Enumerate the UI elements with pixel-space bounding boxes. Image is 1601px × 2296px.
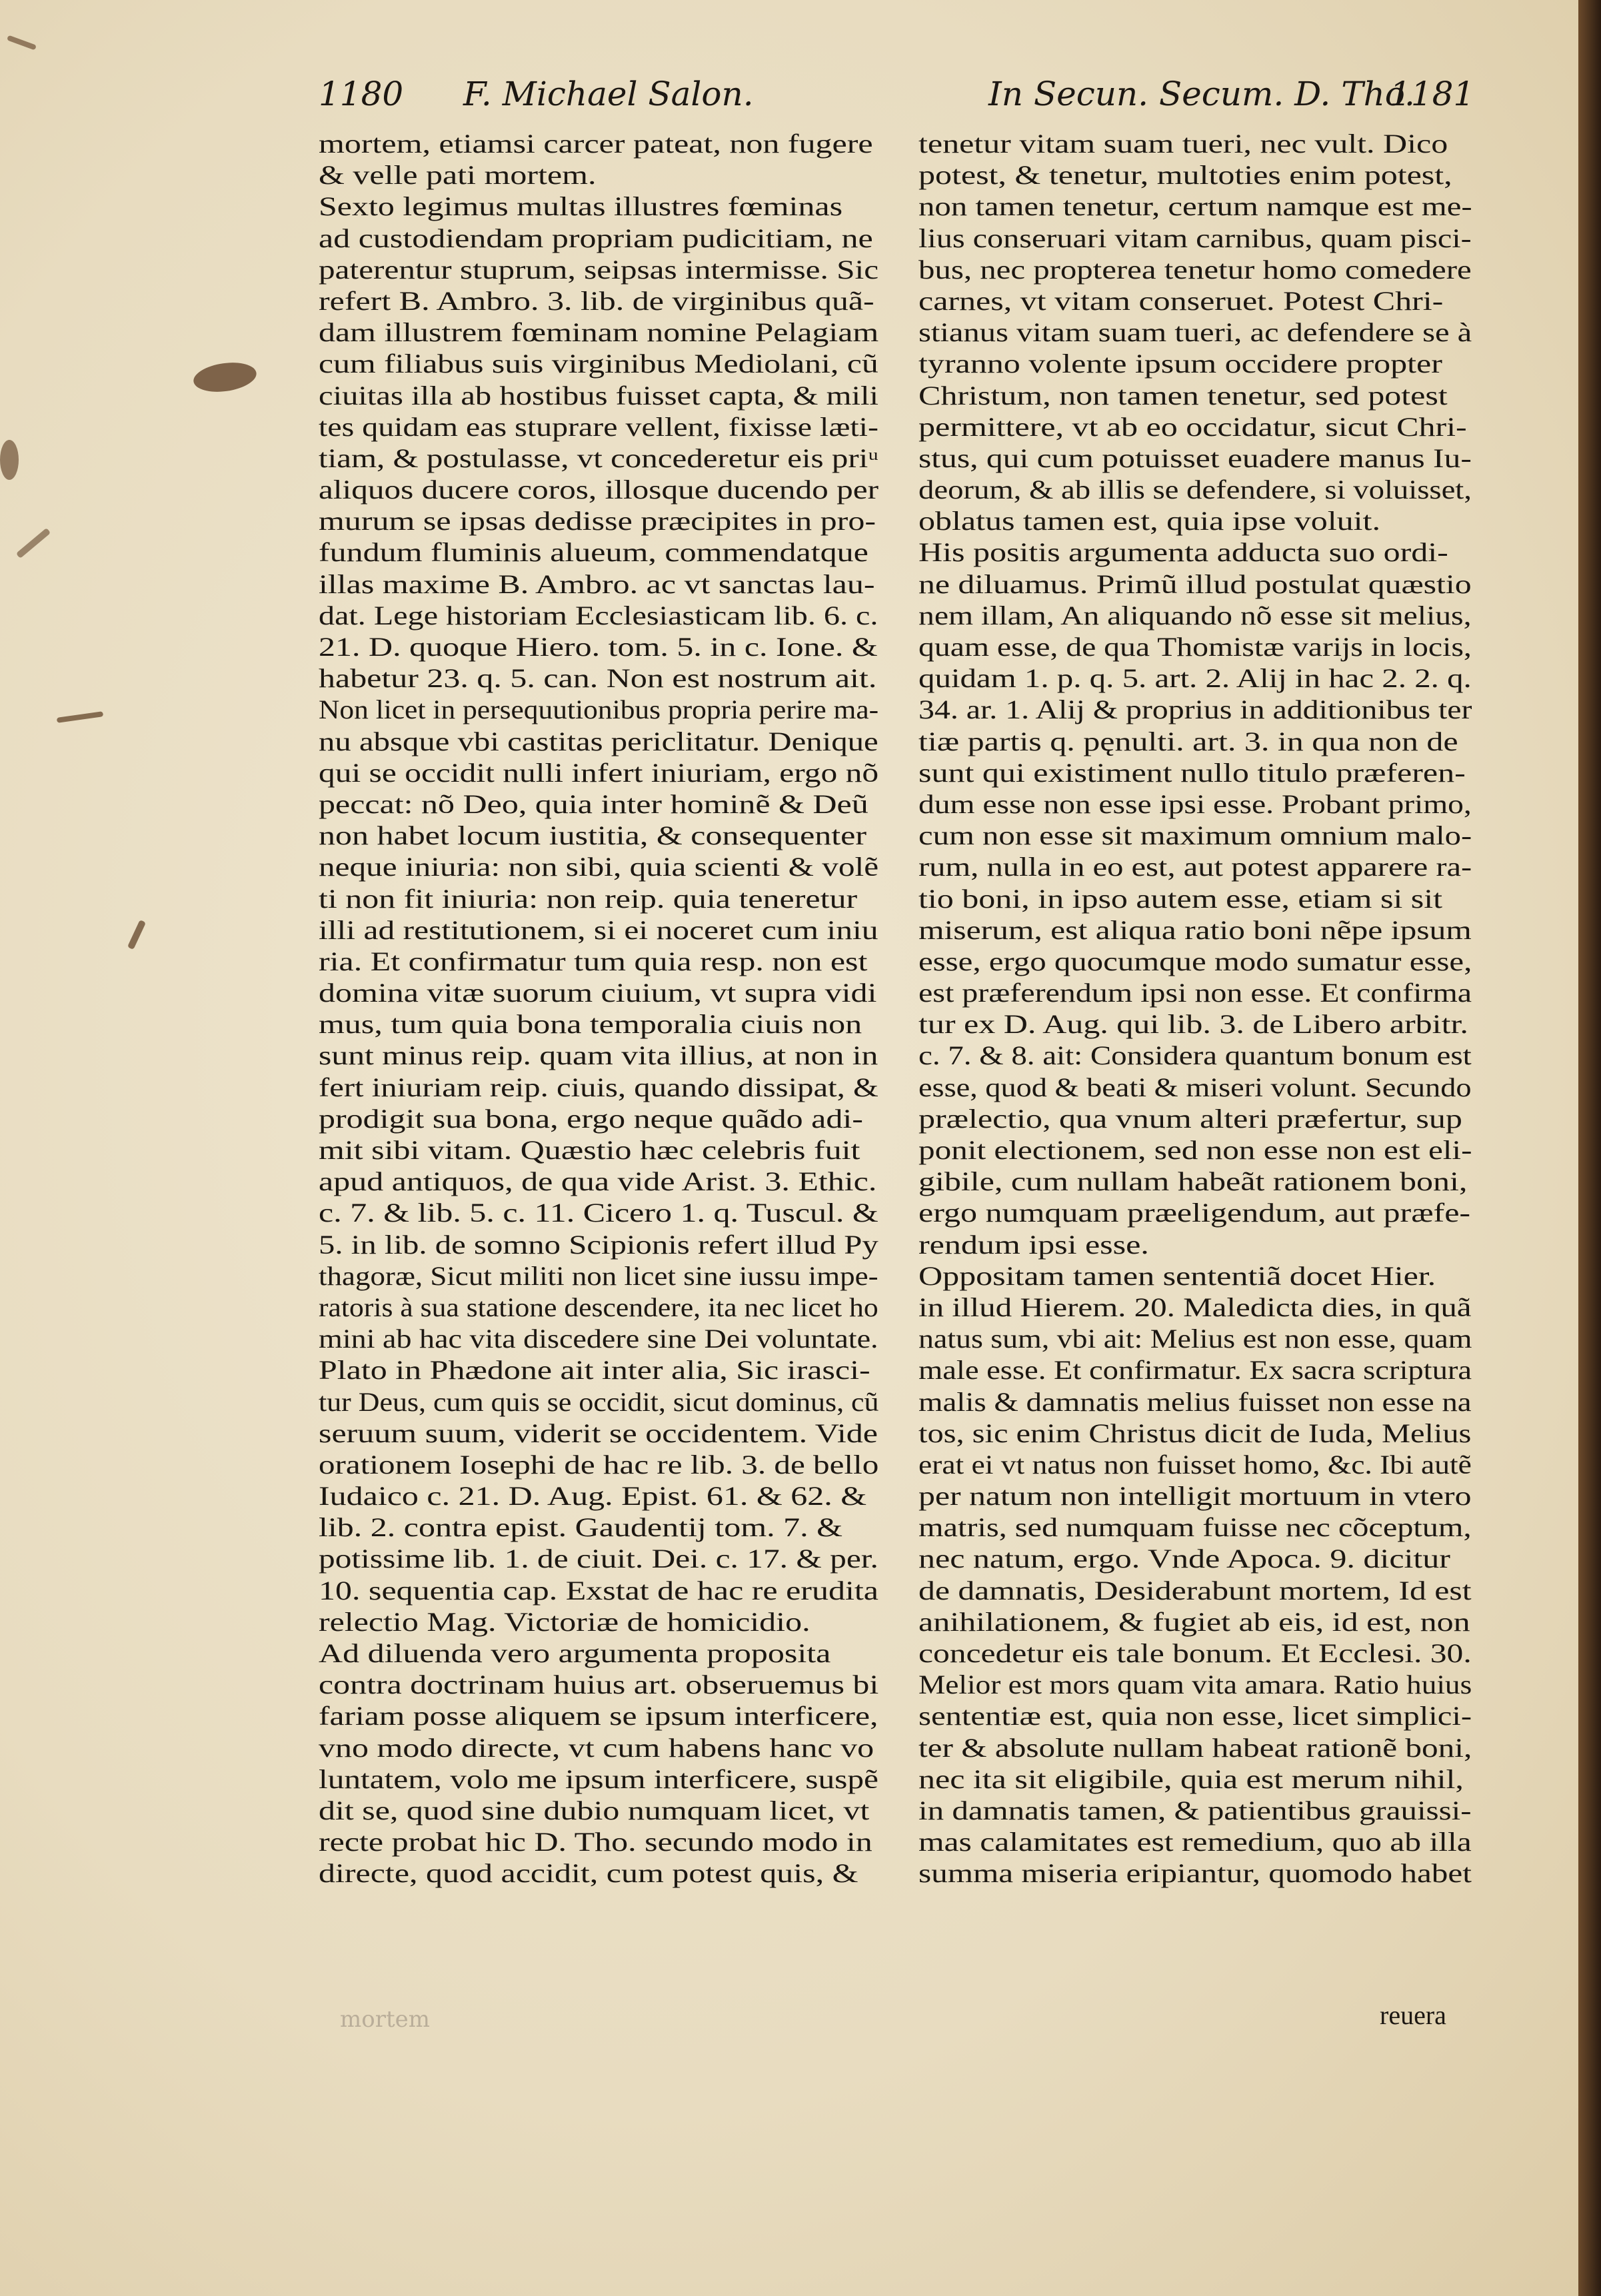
text-line: mus, tum quia bona temporalia ciuis non xyxy=(319,1009,862,1040)
catchword-right: reuera xyxy=(1380,2000,1446,2030)
text-line: cum non esse sit maximum omnium malo- xyxy=(918,820,1472,851)
text-line: non habet locum iustitia, & consequenter xyxy=(319,820,867,851)
text-line: malis & damnatis melius fuisset non esse na xyxy=(918,1386,1472,1417)
text-line: Oppositam tamen sententiã docet Hier. xyxy=(918,1260,1436,1291)
text-line: seruum suum, viderit se occidentem. Vide xyxy=(319,1418,878,1448)
text-line: ria. Et confirmatur tum quia resp. non est xyxy=(319,946,868,976)
text-line: lib. 2. contra epist. Gaudentij tom. 7. & xyxy=(319,1512,842,1543)
text-line: permittere, vt ab eo occidatur, sicut Chri- xyxy=(918,411,1467,442)
text-line: stus, qui cum potuisset euadere manus Iu- xyxy=(918,443,1472,473)
text-line: lius conseruari vitam carnibus, quam pisci- xyxy=(918,223,1472,253)
text-line: cum filiabus suis virginibus Mediolani, cũ xyxy=(319,349,878,379)
text-line: relectio Mag. Victoriæ de homicidio. xyxy=(319,1606,810,1637)
text-line: in damnatis tamen, & patientibus grauissi- xyxy=(918,1795,1472,1825)
text-line: natus sum, vbi ait: Melius est non esse, quam xyxy=(918,1324,1472,1354)
text-line: erat ei vt natus non fuisset homo, &c. Ibi autẽ xyxy=(918,1449,1472,1480)
text-line: dit se, quod sine dubio numquam licet, vt xyxy=(319,1795,870,1825)
text-line: rendum ipsi esse. xyxy=(918,1229,1149,1260)
text-line: 5. in lib. de somno Scipionis refert illud Py xyxy=(319,1229,878,1260)
text-line: stianus vitam suam tueri, ac defendere se à xyxy=(918,317,1472,348)
text-line: concedetur eis tale bonum. Et Ecclesi. 30. xyxy=(918,1638,1472,1668)
text-line: luntatem, volo me ipsum interficere, suspẽ xyxy=(319,1763,878,1794)
left-page-number: 1180 xyxy=(319,75,404,113)
text-line: nu absque vbi castitas periclitatur. Denique xyxy=(319,726,878,756)
text-line: directe, quod accidit, cum potest quis, & xyxy=(319,1858,858,1889)
ink-mark xyxy=(127,920,146,950)
binding-edge xyxy=(1578,0,1601,2296)
text-line: paterentur stuprum, seipsas intermisse. Sic xyxy=(319,254,879,285)
text-line: fundum fluminis alueum, commendatque xyxy=(319,537,868,568)
text-line: quam esse, de qua Thomistæ varijs in locis, xyxy=(918,632,1472,662)
text-line: ne diluamus. Primũ illud postulat quæstio xyxy=(918,569,1472,599)
text-line: male esse. Et confirmatur. Ex sacra scriptura xyxy=(918,1355,1472,1386)
text-line: rum, nulla in eo est, aut potest apparere ra- xyxy=(918,852,1472,882)
ink-stain xyxy=(192,359,259,396)
text-line: de damnatis, Desiderabunt mortem, Id est xyxy=(918,1575,1472,1606)
text-line: Melior est mors quam vita amara. Ratio huius xyxy=(918,1670,1472,1700)
right-running-head: In Secun. Secum. D. Tho. xyxy=(988,75,1415,113)
text-line: sunt qui existiment nullo titulo præferen- xyxy=(918,757,1466,788)
left-text-column xyxy=(319,128,879,1889)
text-line: ter & absolute nullam habeat rationẽ boni, xyxy=(918,1732,1472,1763)
text-line: ponit electionem, sed non esse non est eli- xyxy=(918,1135,1472,1165)
text-line: peccat: nõ Deo, quia inter hominẽ & Deũ xyxy=(319,788,868,819)
text-line: tiæ partis q. pęnulti. art. 3. in qua non de xyxy=(918,726,1458,756)
ink-stain xyxy=(0,440,19,480)
text-line: Plato in Phædone ait inter alia, Sic irasci- xyxy=(319,1355,870,1386)
ink-mark xyxy=(16,528,51,559)
text-line: tyranno volente ipsum occidere propter xyxy=(918,349,1442,379)
text-line: gibile, cum nullam habeãt rationem boni, xyxy=(918,1166,1468,1197)
text-line: carnes, vt vitam conseruet. Potest Chri- xyxy=(918,285,1444,316)
text-line: qui se occidit nulli infert iniuriam, ergo nõ xyxy=(319,757,879,788)
text-line: tes quidam eas stuprare vellent, fixisse læti- xyxy=(319,411,878,442)
text-line: mit sibi vitam. Quæstio hæc celebris fuit xyxy=(319,1135,860,1165)
catchword-left: mortem xyxy=(340,2006,430,2033)
text-line: neque iniuria: non sibi, quia scienti & volẽ xyxy=(319,852,879,882)
text-line: esse, quod & beati & miseri volunt. Secundo xyxy=(918,1072,1472,1102)
left-running-head: F. Michael Salon. xyxy=(463,75,754,113)
text-line: ti non fit iniuria: non reip. quia teneretur xyxy=(319,883,858,914)
text-line: Ad diluenda vero argumenta proposita xyxy=(319,1638,831,1668)
text-line: fert iniuriam reip. ciuis, quando dissipat, & xyxy=(319,1072,878,1102)
text-line: matris, sed numquam fuisse nec cõceptum, xyxy=(918,1512,1472,1543)
text-line: dum esse non esse ipsi esse. Probant primo, xyxy=(918,788,1472,819)
right-text-column xyxy=(918,128,1472,1889)
text-line: contra doctrinam huius art. obseruemus bi xyxy=(319,1670,879,1700)
text-line: prodigit sua bona, ergo neque quãdo adi- xyxy=(319,1103,863,1134)
text-line: tio boni, in ipso autem esse, etiam si sit xyxy=(918,883,1443,914)
ink-mark xyxy=(7,35,37,51)
text-line: mini ab hac vita discedere sine Dei voluntate. xyxy=(319,1324,878,1354)
text-line: apud antiquos, de qua vide Arist. 3. Ethic. xyxy=(319,1166,877,1197)
text-line: oblatus tamen est, quia ipse voluit. xyxy=(918,506,1380,537)
text-line: 34. ar. 1. Alij & proprius in additionibus ter xyxy=(918,694,1472,725)
text-line: mas calamitates est remedium, quo ab illa xyxy=(918,1827,1472,1857)
text-line: quidam 1. p. q. 5. art. 2. Alij in hac 2. 2. q. xyxy=(918,663,1472,694)
text-line: bus, nec propterea tenetur homo comedere xyxy=(918,254,1472,285)
text-line: ratoris à sua statione descendere, ita nec licet ho xyxy=(319,1292,878,1322)
text-line: potest, & tenetur, multoties enim potest, xyxy=(918,160,1452,191)
text-line: Iudaico c. 21. D. Aug. Epist. 61. & 62. & xyxy=(319,1481,867,1512)
text-line: fariam posse aliquem se ipsum interficere, xyxy=(319,1701,878,1731)
text-line: tenetur vitam suam tueri, nec vult. Dico xyxy=(918,129,1448,159)
text-line: ad custodiendam propriam pudicitiam, ne xyxy=(319,223,873,253)
text-line: sententiæ est, quia non esse, licet simplici- xyxy=(918,1701,1472,1731)
text-line: tos, sic enim Christus dicit de Iuda, Melius xyxy=(918,1418,1472,1448)
text-line: sunt minus reip. quam vita illius, at non in xyxy=(319,1040,878,1071)
text-line: summa miseria eripiantur, quomodo habet xyxy=(918,1858,1472,1889)
right-page-number: 1181 xyxy=(1390,75,1475,113)
text-line: & velle pati mortem. xyxy=(319,160,597,191)
text-line: in illud Hierem. 20. Maledicta dies, in quã xyxy=(918,1292,1472,1322)
text-line: dam illustrem fœminam nomine Pelagiam xyxy=(319,317,879,348)
text-line: per natum non intelligit mortuum in vtero xyxy=(918,1481,1472,1512)
text-line: refert B. Ambro. 3. lib. de virginibus quã- xyxy=(319,285,874,316)
text-line: thagoræ, Sicut militi non licet sine iussu impe- xyxy=(319,1260,878,1291)
text-line: 21. D. quoque Hiero. tom. 5. in c. Ione. & xyxy=(319,632,878,662)
text-line: mortem, etiamsi carcer pateat, non fugere xyxy=(319,129,873,159)
text-line: vno modo directe, vt cum habens hanc vo xyxy=(319,1732,874,1763)
text-line: illi ad restitutionem, si ei noceret cum iniu xyxy=(319,914,878,945)
text-line: illas maxime B. Ambro. ac vt sanctas lau- xyxy=(319,569,875,599)
text-line: domina vitæ suorum ciuium, vt supra vidi xyxy=(319,978,877,1008)
text-line: esse, ergo quocumque modo sumatur esse, xyxy=(918,946,1472,976)
text-line: ciuitas illa ab hostibus fuisset capta, & mili xyxy=(319,380,878,411)
text-line: deorum, & ab illis se defendere, si voluisset, xyxy=(918,475,1472,505)
text-line: 10. sequentia cap. Exstat de hac re erudita xyxy=(319,1575,878,1606)
text-line: est præferendum ipsi non esse. Et confirma xyxy=(918,978,1472,1008)
text-line: nem illam, An aliquando nõ esse sit melius, xyxy=(918,600,1472,630)
text-line: dat. Lege historiam Ecclesiasticam lib. 6. c. xyxy=(319,600,878,630)
text-line: c. 7. & 8. ait: Considera quantum bonum est xyxy=(918,1040,1472,1071)
text-line: miserum, est aliqua ratio boni nẽpe ipsum xyxy=(918,914,1472,945)
text-line: nec natum, ergo. Vnde Apoca. 9. dicitur xyxy=(918,1544,1450,1574)
text-line: potissime lib. 1. de ciuit. Dei. c. 17. & per. xyxy=(319,1544,878,1574)
text-line: His positis argumenta adducta suo ordi- xyxy=(918,537,1448,568)
text-line: Sexto legimus multas illustres fœminas xyxy=(319,191,843,222)
text-line: tur ex D. Aug. qui lib. 3. de Libero arbitr. xyxy=(918,1009,1468,1040)
text-line: Christum, non tamen tenetur, sed potest xyxy=(918,380,1448,411)
text-line: tiam, & postulasse, vt concederetur eis priᵘ xyxy=(319,443,879,473)
text-line: non tamen tenetur, certum namque est me- xyxy=(918,191,1472,222)
text-line: tur Deus, cum quis se occidit, sicut dominus, cũ xyxy=(319,1386,879,1417)
text-line: recte probat hic D. Tho. secundo modo in xyxy=(319,1827,872,1857)
text-line: murum se ipsas dedisse præcipites in pro- xyxy=(319,506,876,537)
text-line: prælectio, qua vnum alteri præfertur, sup xyxy=(918,1103,1462,1134)
text-line: nec ita sit eligibile, quia est merum nihil, xyxy=(918,1763,1464,1794)
ink-mark xyxy=(57,711,103,723)
text-line: c. 7. & lib. 5. c. 11. Cicero 1. q. Tuscul. & xyxy=(319,1198,878,1228)
text-line: aliquos ducere coros, illosque ducendo per xyxy=(319,475,879,505)
text-line: habetur 23. q. 5. can. Non est nostrum ait. xyxy=(319,663,877,694)
text-line: orationem Iosephi de hac re lib. 3. de bello xyxy=(319,1449,879,1480)
text-line: Non licet in persequutionibus propria perire ma- xyxy=(319,694,879,725)
text-line: anihilationem, & fugiet ab eis, id est, non xyxy=(918,1606,1470,1637)
text-line: ergo numquam præeligendum, aut præfe- xyxy=(918,1198,1471,1228)
